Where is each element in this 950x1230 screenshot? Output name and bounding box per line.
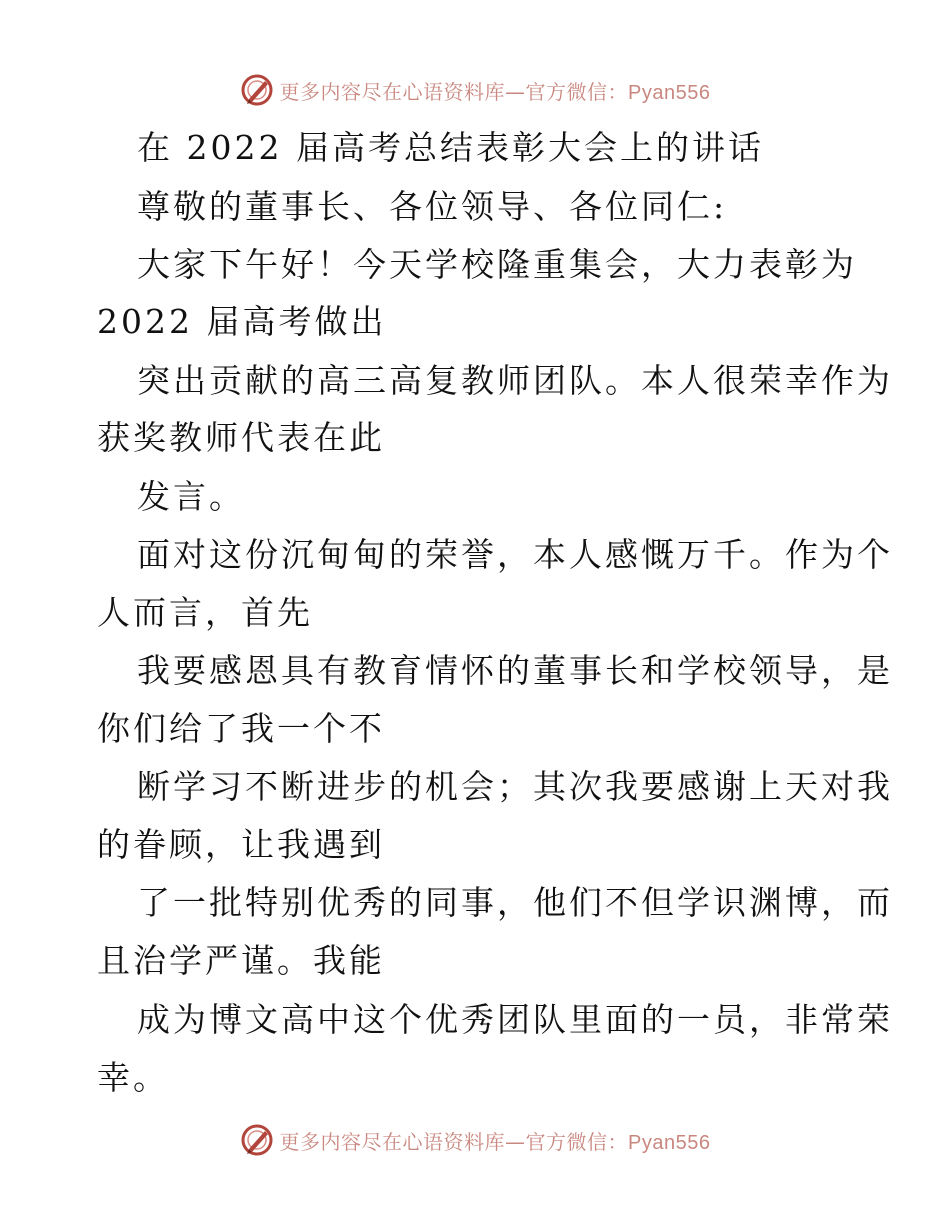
banner-slogan: 更多内容尽在心语资料库—官方微信： <box>279 1129 629 1154</box>
speech-title: 在 2022 届高考总结表彰大会上的讲话 <box>137 128 764 167</box>
banner-slogan: 更多内容尽在心语资料库—官方微信： <box>279 79 629 104</box>
text-line: 突出贡献的高三高复教师团队。本人很荣幸作为 <box>137 361 893 400</box>
footer-watermark-banner <box>0 1120 950 1160</box>
banner-text <box>280 1126 711 1155</box>
text-line: 断学习不断进步的机会；其次我要感谢上天对我 <box>137 767 893 806</box>
banner-wechat-id: Pyan556 <box>628 81 711 104</box>
salutation: 尊敬的董事长、各位领导、各位同仁: <box>137 187 728 226</box>
text-line: 且治学严谨。我能 <box>97 941 385 980</box>
text-line: 了一批特别优秀的同事，他们不但学识渊博，而 <box>137 883 893 922</box>
text-line: 大家下午好！今天学校隆重集会，大力表彰为 <box>137 245 857 284</box>
text-line: 发言。 <box>137 477 245 516</box>
pen-logo-icon <box>240 1123 274 1157</box>
text-line: 你们给了我一个不 <box>97 709 385 748</box>
text-line: 的眷顾，让我遇到 <box>97 825 385 864</box>
text-line: 我要感恩具有教育情怀的董事长和学校领导，是 <box>137 651 893 690</box>
text-line: 幸。 <box>97 1058 169 1097</box>
text-line: 2022 届高考做出 <box>97 302 387 341</box>
text-line: 人而言，首先 <box>97 593 313 632</box>
text-line: 获奖教师代表在此 <box>97 418 385 457</box>
banner-wechat-id: Pyan556 <box>628 1131 711 1154</box>
text-line: 成为博文高中这个优秀团队里面的一员，非常荣 <box>137 1000 893 1039</box>
text-line: 面对这份沉甸甸的荣誉，本人感慨万千。作为个 <box>137 535 893 574</box>
